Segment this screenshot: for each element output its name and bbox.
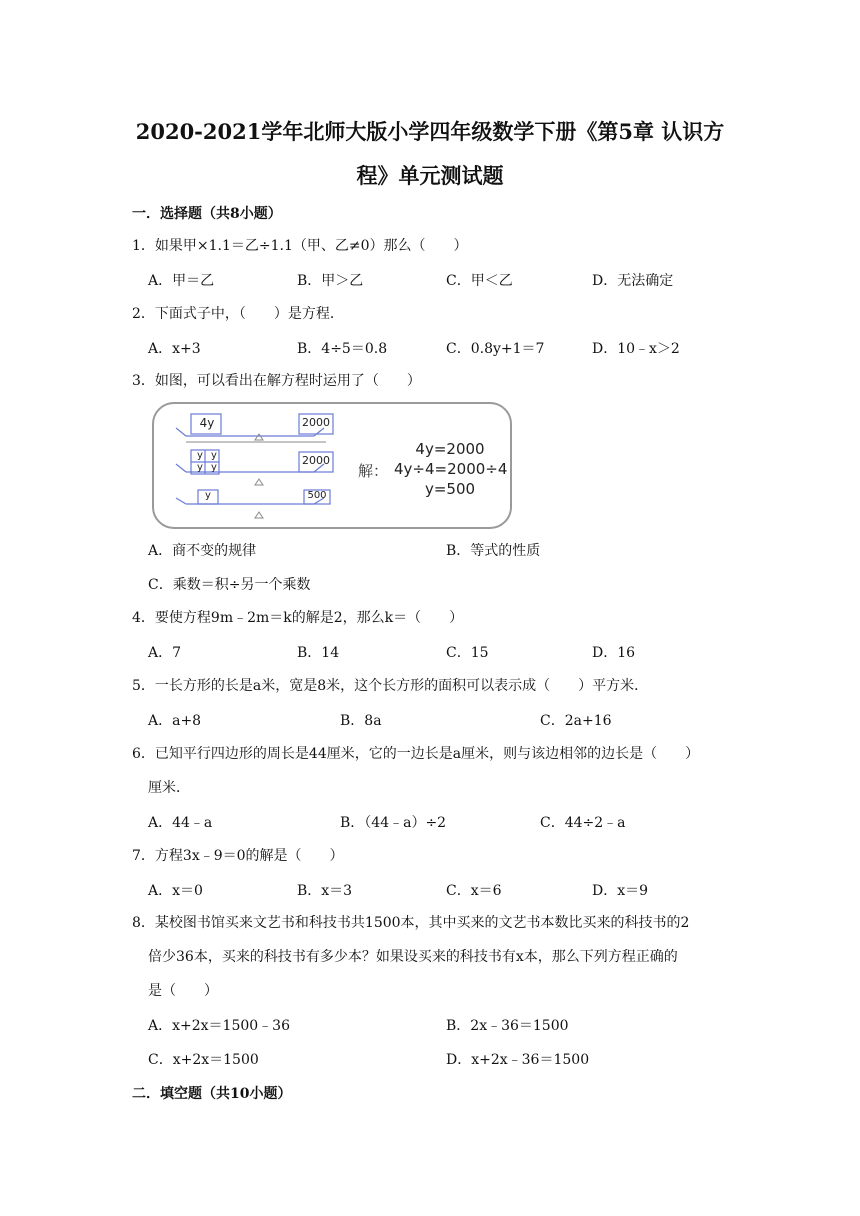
question-8-option-a: A．x+2x＝1500﹣36 — [148, 1018, 290, 1034]
question-6-option-b: B．（44﹣a）÷2 — [340, 815, 447, 831]
question-7-option-c: C．x＝6 — [446, 883, 502, 899]
question-1-option-a: A．甲＝乙 — [148, 273, 215, 289]
question-2-option-a: A．x+3 — [148, 341, 201, 357]
question-5-option-b: B．8a — [340, 713, 382, 729]
left-pan-row-2-cell: y — [197, 462, 203, 473]
left-pan-row-2-cell: y — [211, 462, 217, 473]
question-7-option-a: A．x＝0 — [148, 883, 203, 899]
question-5-stem: 5．一长方形的长是a米，宽是8米，这个长方形的面积可以表示成（ ）平方米． — [132, 678, 649, 694]
question-1-option-d: D．无法确定 — [592, 273, 674, 289]
question-4-stem: 4．要使方程9m﹣2m＝k的解是2，那么k＝（ ） — [132, 610, 464, 626]
document-title-line-1: 2020-2021学年北师大版小学四年级数学下册《第5章 认识方 — [135, 119, 725, 144]
equation-step-2: 4y÷4=2000÷4 — [394, 460, 508, 478]
question-1-option-c: C．甲＜乙 — [446, 273, 513, 289]
equation-step-1: 4y=2000 — [415, 440, 485, 458]
question-7-option-d: D．x＝9 — [592, 883, 649, 899]
left-pan-row-2-cell: y — [211, 450, 217, 461]
question-4-option-d: D．16 — [592, 645, 636, 661]
right-pan-row-1: 2000 — [302, 416, 330, 429]
question-6-option-a: A．44﹣a — [148, 815, 213, 831]
document-title-line-2: 程》单元测试题 — [356, 163, 504, 188]
question-8-stem-line-2: 倍少36本，买来的科技书有多少本？如果设买来的科技书有x本，那么下列方程正确的 — [148, 949, 678, 965]
left-pan-row-1: 4y — [199, 416, 215, 430]
question-2-option-c: C．0.8y+1＝7 — [446, 341, 545, 357]
question-8-option-c: C．x+2x＝1500 — [148, 1052, 259, 1068]
question-8-stem-line-3: 是（ ） — [148, 983, 218, 999]
solve-label: 解： — [358, 462, 389, 480]
question-3-stem: 3．如图，可以看出在解方程时运用了（ ） — [132, 373, 421, 389]
question-6-stem-line-2: 厘米． — [148, 780, 190, 796]
question-6-stem-line-1: 6．已知平行四边形的周长是44厘米，它的一边长是a厘米，则与该边相邻的边长是（ ） — [132, 746, 700, 762]
question-2-option-b: B．4÷5＝0.8 — [297, 341, 388, 357]
question-8-stem-line-1: 8．某校图书馆买来文艺书和科技书共1500本，其中买来的文艺书本数比买来的科技书的2 — [132, 915, 690, 931]
right-pan-row-2: 2000 — [302, 454, 330, 467]
left-pan-row-2-cell: y — [197, 450, 203, 461]
section-heading-fill-in: 二．填空题（共10小题） — [132, 1086, 292, 1102]
balance-scale-diagram — [152, 402, 512, 529]
question-3-option-b: B．等式的性质 — [446, 543, 541, 559]
question-5-option-a: A．a+8 — [148, 713, 202, 729]
question-2-stem: 2．下面式子中，（ ）是方程． — [132, 306, 344, 322]
question-2-option-d: D．10﹣x＞2 — [592, 341, 680, 357]
right-pan-row-3: 500 — [307, 490, 327, 501]
question-3-option-a: A．商不变的规律 — [148, 543, 257, 559]
question-3-option-c: C．乘数＝积÷另一个乘数 — [148, 577, 311, 593]
equation-step-3: y=500 — [424, 480, 476, 498]
left-pan-row-3: y — [205, 490, 211, 501]
question-8-option-b: B．2x﹣36＝1500 — [446, 1018, 569, 1034]
question-7-option-b: B．x＝3 — [297, 883, 353, 899]
question-1-option-b: B．甲＞乙 — [297, 273, 364, 289]
question-4-option-b: B．14 — [297, 645, 340, 661]
question-8-option-d: D．x+2x﹣36＝1500 — [446, 1052, 590, 1068]
section-heading-choice: 一．选择题（共8小题） — [132, 206, 282, 222]
question-6-option-c: C．44÷2﹣a — [540, 815, 626, 831]
question-1-stem: 1．如果甲×1.1＝乙÷1.1（甲、乙≠0）那么（ ） — [132, 238, 468, 254]
question-7-stem: 7．方程3x﹣9＝0的解是（ ） — [132, 848, 344, 864]
question-5-option-c: C．2a+16 — [540, 713, 612, 729]
question-4-option-a: A．7 — [148, 645, 182, 661]
question-4-option-c: C．15 — [446, 645, 489, 661]
